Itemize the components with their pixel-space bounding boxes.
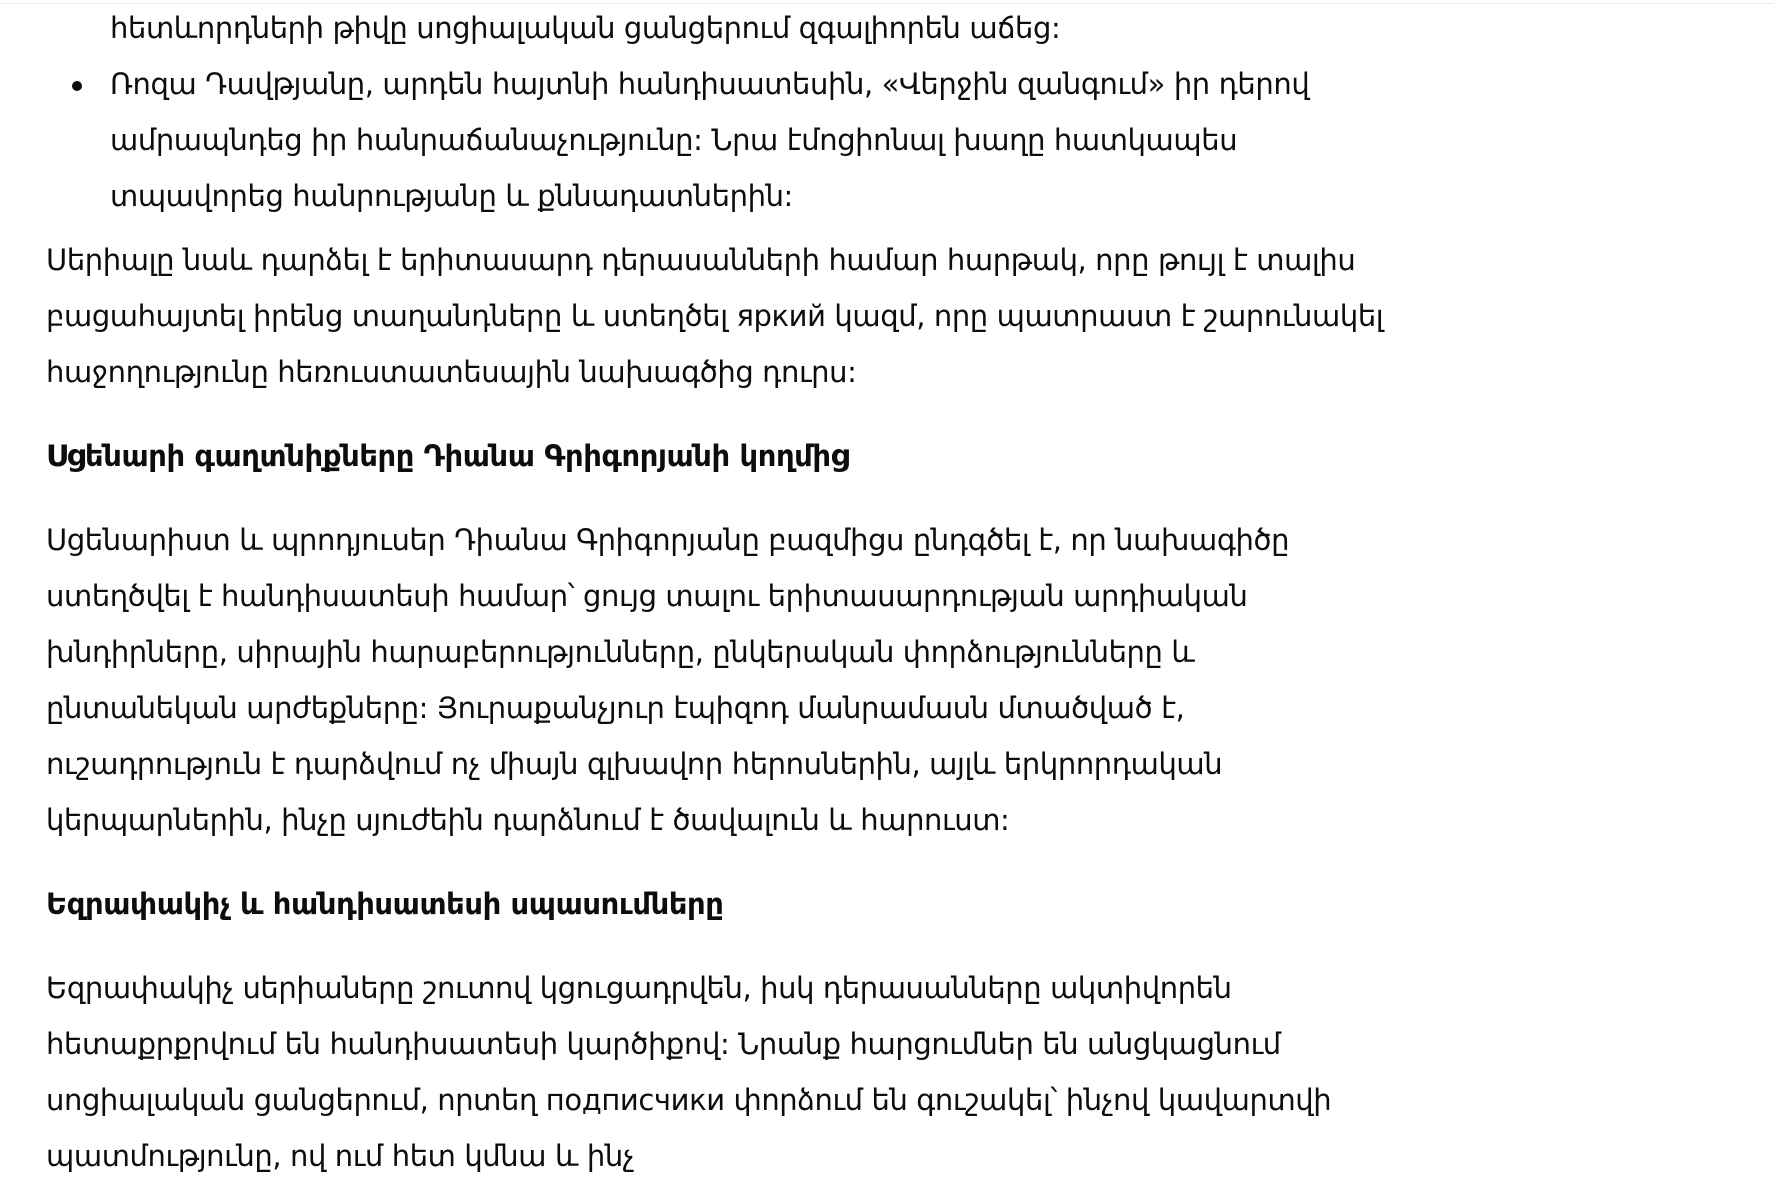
paragraph-finale: Եզրափակիչ սերիաները շուտով կցուցադրվեն, իսկ դերասանները ակտիվորեն հետաքրքրվում են հանդիսատեսի կարծիքով: Նրանք հարցումներ են անցկացնում սոցիալական ցանցերում, որտեղ подписчики փորձում են գուշակել՝ ինչով կավարտվի պատմությունը, ով ում հետ կմնա և ինչ [46, 971, 1332, 1173]
paragraph-young-actors: Սերիալը նաև դարձել է երիտասարդ դերասանների համար հարթակ, որը թույլ է տալիս բացահայտել իրենց տաղանդները և ստեղծել яркий կազմ, որը պատրաստ է շարունակել հաջողությունը հեռուստատեսային նախագծից դուրս: [46, 243, 1384, 389]
list-item [46, 56, 1706, 224]
paragraph-screenplay: Սցենարիստ և պրոդյուսեր Դիանա Գրիգորյանը բազմիցս ընդգծել է, որ նախագիծը ստեղծվել է հանդիսատեսի համար՝ ցույց տալու երիտասարդության արդիական խնդիրները, սիրային հարաբերությունները, ընկերական փորձությունները և ընտանեկան արժեքները: Յուրաքանչյուր էպիզոդ մանրամասն մտածված է, ուշադրություն է դարձվում ոչ միայն գլխավոր հերոսներին, այլև երկրորդական կերպարներին, ինչը սյուժեին դարձնում է ծավալուն և հարուստ: [46, 523, 1290, 837]
section-heading-screenplay: Սցենարի գաղտնիքները Դիանա Գրիգորյանի կողմից [46, 439, 849, 473]
bullet-list [46, 56, 1706, 224]
bullet-continuation-text: հետևորդների թիվը սոցիալական ցանցերում զգալիորեն աճեց: [110, 11, 1061, 45]
section-heading-finale: Եզրափակիչ և հանդիսատեսի սպասումները [46, 887, 724, 921]
article-body [46, 0, 1706, 1184]
bullet-text: Ռոզա Դավթյանը, արդեն հայտնի հանդիսատեսին, «Վերջին զանգում» իր դերով ամրապնդեց իր հանրաճանաչությունը: Նրա էմոցիոնալ խաղը հատկապես տպավորեց հանրությանը և քննադատներին: [110, 67, 1310, 213]
bullet-icon [72, 81, 82, 91]
